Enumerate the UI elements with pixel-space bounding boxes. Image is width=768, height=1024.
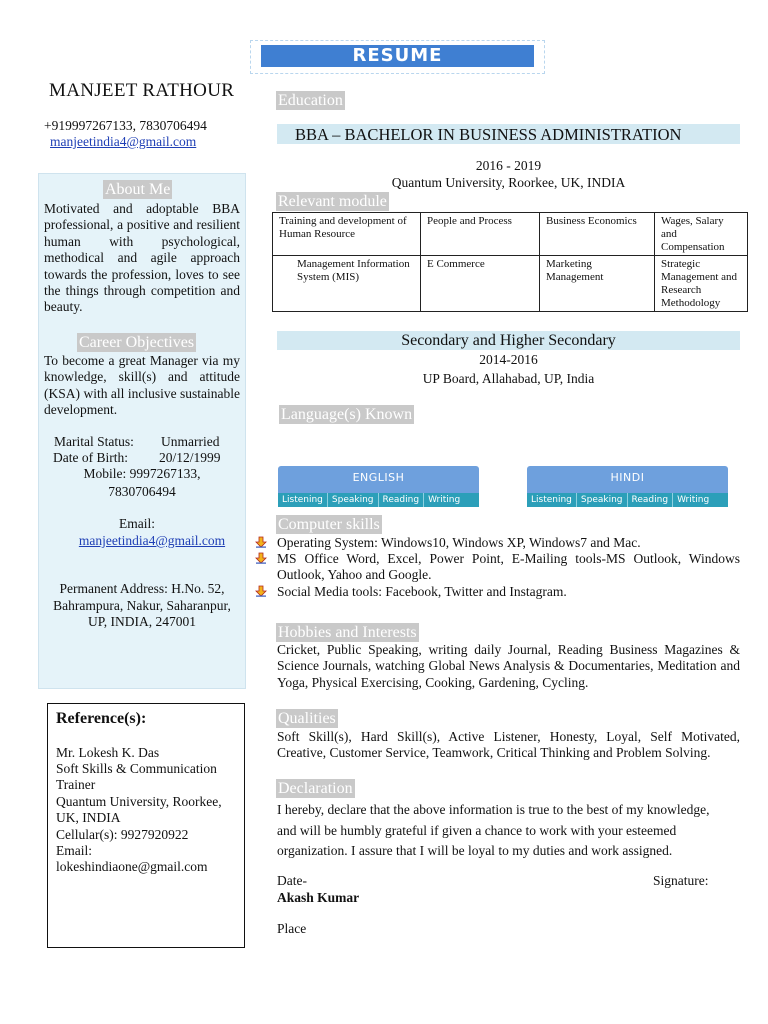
arrow-bullet-icon: [255, 585, 267, 597]
computer-heading: Computer skills: [278, 516, 380, 533]
mobile-line-2: 7830706494: [108, 484, 176, 499]
objectives-text: To become a great Manager via my knowledge, skill(s) and attitude (KSA) with all inclusive sustainable development.: [44, 353, 240, 418]
qualities-heading: Qualities: [278, 710, 336, 727]
skill-listening: Listening: [527, 493, 577, 507]
computer-skill-item: MS Office Word, Excel, Power Point, E-Mailing tools-MS Outlook, Windows Outlook, Yahoo and Google.: [277, 551, 740, 583]
dob-value: 20/12/1999: [159, 450, 221, 465]
declaration-text: I hereby, declare that the above information is true to the best of my knowledge, and will be humbly grateful if given a chance to work with your esteemed organization. I assure that I will be loyal to my duties and work assigned.: [277, 802, 710, 858]
reference-role: Soft Skills & Communication Trainer: [56, 761, 217, 793]
marital-status: [54, 434, 220, 450]
declaration-heading: Declaration: [278, 780, 353, 797]
secondary-years: 2014-2016: [479, 352, 538, 367]
language-name: HINDI: [610, 471, 645, 484]
language-name: ENGLISH: [352, 471, 405, 484]
email-label: Email:: [119, 516, 155, 531]
table-cell: Management Information System (MIS): [273, 256, 421, 312]
language-skills: [527, 493, 728, 507]
arrow-bullet-icon: [255, 536, 267, 548]
signer-name: Akash Kumar: [277, 890, 360, 905]
secondary-board: UP Board, Allahabad, UP, India: [422, 371, 595, 386]
about-text: Motivated and adoptable BBA professional, a positive and resilient human with psychological, methodical and agile approach towards the profession, loves to see the things through competition and beauty.: [44, 201, 240, 315]
address-line-1: Permanent Address: H.No. 52,: [59, 581, 225, 596]
skill-writing: Writing: [677, 495, 710, 505]
skill-listening: Listening: [278, 493, 328, 507]
secondary-title: Secondary and Higher Secondary: [401, 332, 616, 349]
dob-label: Date of Birth:: [53, 450, 128, 465]
skill-reading: Reading: [628, 493, 674, 507]
computer-skill-item: Social Media tools: Facebook, Twitter and Instagram.: [277, 584, 567, 599]
language-card-english: [278, 466, 479, 507]
degree-title: BBA – BACHELOR IN BUSINESS ADMINISTRATION: [295, 125, 682, 144]
table-cell: Training and development of Human Resource: [273, 213, 421, 256]
resume-banner: RESUME: [261, 45, 534, 67]
table-cell: Strategic Management and Research Methodology: [655, 256, 748, 312]
mobile-line-1: Mobile: 9997267133,: [83, 466, 201, 481]
skill-writing: Writing: [428, 495, 461, 505]
modules-table: [272, 212, 748, 312]
reference-institution: Quantum University, Roorkee, UK, INDIA: [56, 794, 222, 826]
reference-phone: Cellular(s): 9927920922: [56, 827, 189, 842]
address-line-3: UP, INDIA, 247001: [88, 614, 196, 629]
table-row: [273, 256, 748, 312]
table-cell: Marketing Management: [540, 256, 655, 312]
arrow-bullet-icon: [255, 552, 267, 564]
email-link[interactable]: manjeetindia4@gmail.com: [50, 134, 197, 149]
sidebar-email-link[interactable]: manjeetindia4@gmail.com: [78, 533, 226, 548]
degree-institution: Quantum University, Roorkee, UK, INDIA: [391, 175, 626, 190]
objectives-heading: Career Objectives: [79, 334, 195, 351]
table-cell: People and Process: [421, 213, 540, 256]
reference-title: Reference(s):: [56, 710, 147, 727]
language-skills: [278, 493, 479, 507]
reference-name: Mr. Lokesh K. Das: [56, 745, 160, 760]
date-of-birth: [53, 450, 221, 466]
date-label: Date-: [277, 873, 307, 888]
phone-numbers: +919997267133, 7830706494: [44, 118, 207, 133]
marital-value: Unmarried: [161, 434, 220, 449]
education-heading: Education: [278, 92, 343, 109]
sidebar-panel: [38, 173, 246, 689]
table-cell: E Commerce: [421, 256, 540, 312]
skill-speaking: Speaking: [328, 493, 379, 507]
reference-email: lokeshindiaone@gmail.com: [56, 859, 208, 874]
languages-heading: Language(s) Known: [281, 406, 413, 423]
skill-speaking: Speaking: [577, 493, 628, 507]
table-cell: Wages, Salary and Compensation: [655, 213, 748, 256]
degree-years: 2016 - 2019: [475, 158, 542, 173]
modules-heading: Relevant module: [278, 193, 387, 210]
qualities-text: Soft Skill(s), Hard Skill(s), Active Listener, Honesty, Loyal, Self Motivated, Creative, Customer Service, Teamwork, Critical Thinking and Problem Solving.: [277, 729, 740, 761]
reference-box: [47, 703, 245, 948]
about-heading: About Me: [105, 181, 171, 198]
signature-label: Signature:: [653, 873, 709, 888]
language-card-hindi: [527, 466, 728, 507]
skill-reading: Reading: [379, 493, 425, 507]
hobbies-text: Cricket, Public Speaking, writing daily Journal, Reading Business Magazines & Science Journals, watching Global News Analysis & Documentaries, Meditation and Yoga, Physical Exercising, Cooking, Gardening, Cycling.: [277, 642, 740, 690]
reference-email-label: Email:: [56, 843, 92, 858]
computer-skill-item: Operating System: Windows10, Windows XP, Windows7 and Mac.: [277, 535, 641, 550]
candidate-name: MANJEET RATHOUR: [49, 80, 235, 101]
place-label: Place: [277, 921, 307, 936]
hobbies-heading: Hobbies and Interests: [278, 624, 417, 641]
table-row: [273, 213, 748, 256]
address-line-2: Bahrampura, Nakur, Saharanpur,: [53, 598, 231, 613]
marital-label: Marital Status:: [54, 434, 134, 449]
table-cell: Business Economics: [540, 213, 655, 256]
